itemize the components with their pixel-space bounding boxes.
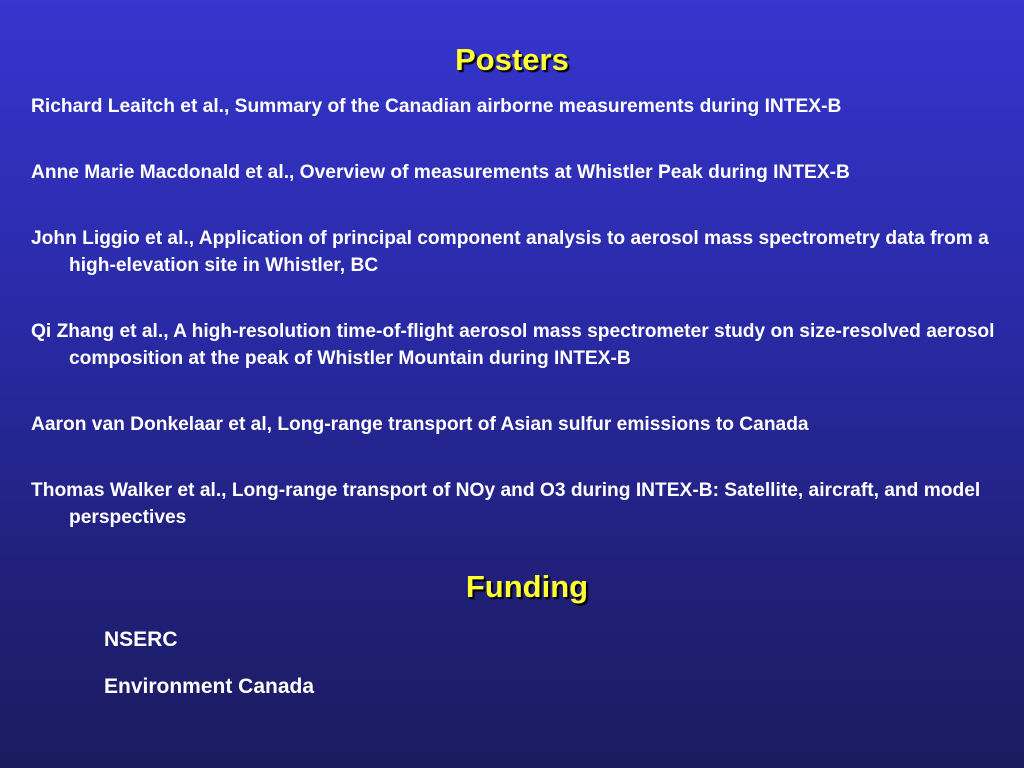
funding-heading: Funding xyxy=(465,569,589,604)
poster-item-van-donkelaar: Aaron van Donkelaar et al, Long-range transport of Asian sulfur emissions to Canada xyxy=(31,414,809,435)
funder-environment-canada: Environment Canada xyxy=(104,675,315,698)
funding-list xyxy=(104,626,314,720)
poster-item-macdonald: Anne Marie Macdonald et al., Overview of measurements at Whistler Peak during INTEX-B xyxy=(31,162,850,183)
poster-item-zhang: Qi Zhang et al., A high-resolution time-of-flight aerosol mass spectrometer study on size-resolved aerosol composition at the peak of Whistler Mountain during INTEX-B xyxy=(31,321,995,369)
funder-nserc: NSERC xyxy=(104,628,178,651)
poster-item-leaitch: Richard Leaitch et al., Summary of the Canadian airborne measurements during INTEX-B xyxy=(31,96,842,117)
poster-item-liggio: John Liggio et al., Application of principal component analysis to aerosol mass spectrometry data from a high-elevation site in Whistler, BC xyxy=(31,228,989,276)
posters-heading: Posters xyxy=(455,42,569,77)
poster-item-walker: Thomas Walker et al., Long-range transport of NOy and O3 during INTEX-B: Satellite, aircraft, and model perspectives xyxy=(31,480,981,528)
posters-list xyxy=(31,93,1011,570)
